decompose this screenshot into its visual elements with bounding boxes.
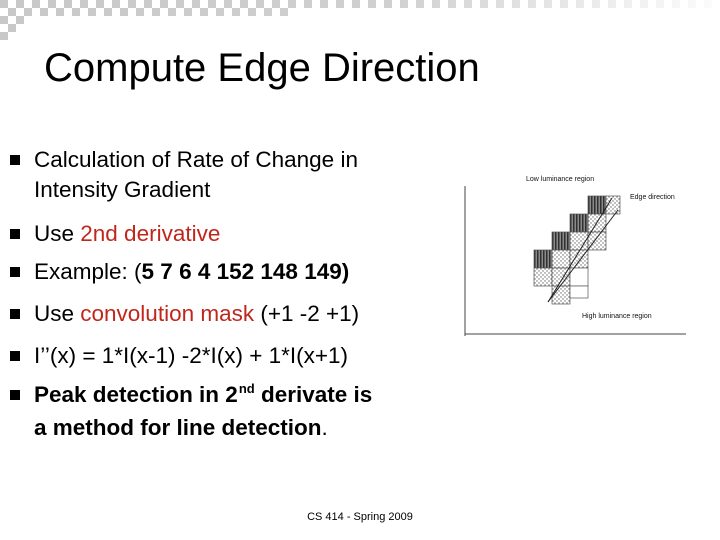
formula-text: I’’(x) = 1*I(x-1) -2*I(x) + 1*I(x+1) xyxy=(34,343,349,368)
bullet-second-derivative xyxy=(34,219,474,249)
corner-checker-pattern xyxy=(0,0,720,44)
square-bullet-icon xyxy=(10,390,20,400)
highlight-text: convolution mask xyxy=(80,301,255,326)
low-luminance-label: Low luminance region xyxy=(526,176,595,183)
bullet-formula xyxy=(34,341,474,371)
bullet-text-tail: derivate is xyxy=(254,382,373,407)
edge-direction-figure xyxy=(462,166,686,336)
bullet-text-continued: Intensity Gradient xyxy=(34,177,211,202)
edge-direction-label: Edge direction xyxy=(630,194,675,201)
bullet-text: Calculation of Rate of Change in xyxy=(34,147,358,172)
square-bullet-icon xyxy=(10,351,20,361)
bullet-text: Use xyxy=(34,301,81,326)
bullet-peak-detection xyxy=(34,380,474,443)
bullet-rate-of-change xyxy=(34,145,474,205)
slide-footer: CS 414 - Spring 2009 xyxy=(307,511,413,523)
slide-title: Compute Edge Direction xyxy=(44,46,480,90)
bullet-text-tail: (+1 -2 +1) xyxy=(254,301,360,326)
bold-values: 5 7 6 4 152 148 149) xyxy=(141,259,350,284)
bullet-convolution-mask xyxy=(34,299,474,329)
square-bullet-icon xyxy=(10,309,20,319)
square-bullet-icon xyxy=(10,267,20,277)
square-bullet-icon xyxy=(10,155,20,165)
highlight-text: 2nd derivative xyxy=(80,221,221,246)
superscript: nd xyxy=(238,381,255,396)
bullet-text-continued: a method for line detection xyxy=(34,415,322,440)
bullet-text: Peak detection in 2 xyxy=(34,382,238,407)
square-bullet-icon xyxy=(10,229,20,239)
bullet-text: Example: ( xyxy=(34,259,142,284)
bullet-text: Use xyxy=(34,221,81,246)
period: . xyxy=(321,415,328,440)
bullet-example xyxy=(34,257,474,287)
high-luminance-label: High luminance region xyxy=(582,313,652,320)
